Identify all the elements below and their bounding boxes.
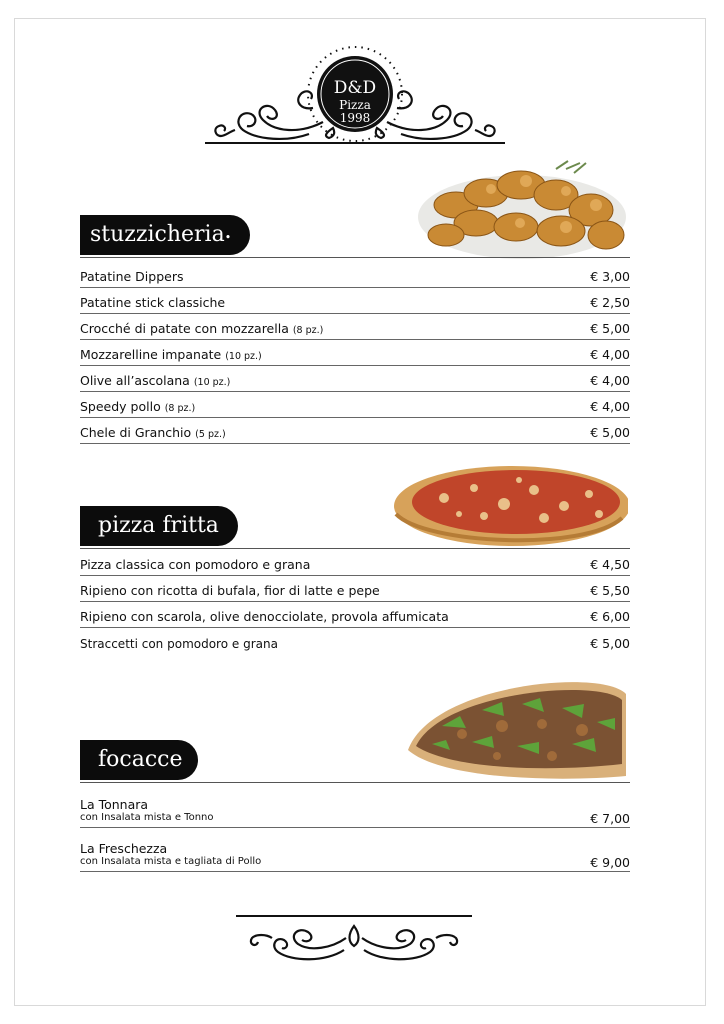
title-mark: • xyxy=(224,231,232,244)
section-divider xyxy=(80,548,630,549)
item-name: Pizza classica con pomodoro e grana xyxy=(80,557,311,572)
item-qty: (10 pz.) xyxy=(225,351,262,362)
item-price: € 4,50 xyxy=(590,557,630,572)
section-title-pizza-fritta: pizza fritta xyxy=(80,506,238,546)
fried-pizza-image xyxy=(384,458,628,550)
item-name: Speedy pollo (8 pz.) xyxy=(80,399,196,414)
item-name: La Freschezza xyxy=(80,841,168,856)
brand-logo xyxy=(205,44,505,148)
item-price: € 2,50 xyxy=(590,295,630,310)
item-name: Ripieno con scarola, olive denocciolate, provola affumicata xyxy=(80,609,449,624)
menu-item xyxy=(80,576,630,602)
menu-item xyxy=(80,314,630,340)
item-name: La Tonnara xyxy=(80,797,149,812)
bottom-ornament-icon xyxy=(236,912,472,970)
brand-line-2: 1998 xyxy=(339,111,371,125)
section-divider xyxy=(80,257,630,258)
menu-item xyxy=(80,418,630,444)
item-name: Straccetti con pomodoro e grana xyxy=(80,637,278,651)
menu-item xyxy=(80,602,630,628)
item-name: Ripieno con ricotta di bufala, fior di latte e pepe xyxy=(80,583,380,598)
item-name: Mozzarelline impanate (10 pz.) xyxy=(80,347,262,362)
item-price: € 9,00 xyxy=(590,855,630,870)
focaccia-image xyxy=(402,664,628,782)
item-price: € 7,00 xyxy=(590,811,630,826)
item-qty: (10 pz.) xyxy=(193,377,231,388)
item-price: € 5,00 xyxy=(590,636,630,651)
menu-item xyxy=(80,288,630,314)
brand-name: D&D xyxy=(333,78,377,98)
item-price: € 5,00 xyxy=(590,321,630,336)
menu-item xyxy=(80,784,630,828)
item-price: € 3,00 xyxy=(590,269,630,284)
section-divider xyxy=(80,782,630,783)
menu-item xyxy=(80,550,630,576)
section-title-stuzzicheria: stuzzicheria• xyxy=(80,215,250,255)
item-qty: (8 pz.) xyxy=(164,403,196,414)
item-name: Patatine Dippers xyxy=(80,269,184,284)
item-name: Chele di Granchio (5 pz.) xyxy=(80,425,226,440)
item-name: Olive all’ascolana (10 pz.) xyxy=(80,373,231,388)
menu-item xyxy=(80,392,630,418)
brand-line-1: Pizza xyxy=(339,98,371,112)
item-description: con Insalata mista e tagliata di Pollo xyxy=(80,856,262,867)
menu-item xyxy=(80,340,630,366)
item-price: € 4,00 xyxy=(590,347,630,362)
item-price: € 5,50 xyxy=(590,583,630,598)
menu-item xyxy=(80,366,630,392)
item-price: € 6,00 xyxy=(590,609,630,624)
item-name: Crocché di patate con mozzarella (8 pz.) xyxy=(80,321,324,336)
item-price: € 4,00 xyxy=(590,399,630,414)
item-description: con Insalata mista e Tonno xyxy=(80,812,214,823)
item-name: Patatine stick classiche xyxy=(80,295,226,310)
menu-item xyxy=(80,628,630,654)
menu-item xyxy=(80,828,630,872)
item-qty: (8 pz.) xyxy=(292,325,324,336)
fried-snacks-image xyxy=(416,155,628,259)
item-price: € 5,00 xyxy=(590,425,630,440)
menu-item xyxy=(80,262,630,288)
section-title-focacce: focacce xyxy=(80,740,198,780)
item-qty: (5 pz.) xyxy=(195,429,226,440)
item-price: € 4,00 xyxy=(590,373,630,388)
